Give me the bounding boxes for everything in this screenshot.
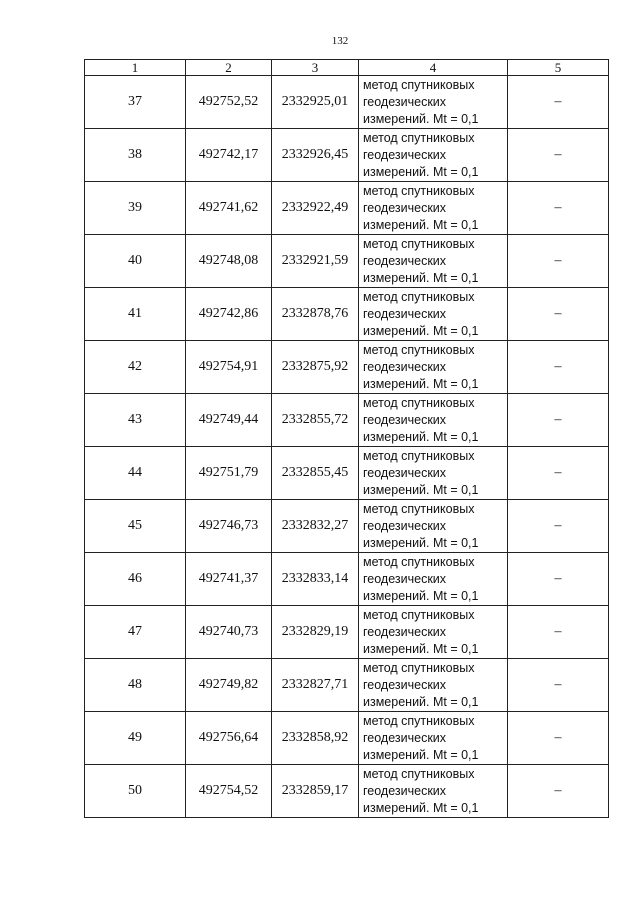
x-coordinate-cell: 492742,86	[186, 288, 272, 341]
method-line: метод спутниковых	[363, 342, 475, 357]
column-5-cell: –	[508, 447, 609, 500]
x-coordinate-cell: 492751,79	[186, 447, 272, 500]
column-5-cell: –	[508, 341, 609, 394]
table-row	[85, 765, 609, 818]
table-row	[85, 288, 609, 341]
y-coordinate-cell: 2332833,14	[272, 553, 359, 606]
point-number-cell: 42	[85, 341, 186, 394]
method-line: измерений. Mt = 0,1	[363, 694, 479, 709]
y-coordinate-cell: 2332859,17	[272, 765, 359, 818]
method-line: измерений. Mt = 0,1	[363, 588, 479, 603]
y-coordinate-cell: 2332875,92	[272, 341, 359, 394]
point-number-cell: 43	[85, 394, 186, 447]
method-cell	[359, 500, 508, 553]
column-5-cell: –	[508, 553, 609, 606]
table-row	[85, 235, 609, 288]
method-cell	[359, 447, 508, 500]
table-row	[85, 341, 609, 394]
point-number-cell: 41	[85, 288, 186, 341]
y-coordinate-cell: 2332922,49	[272, 182, 359, 235]
point-number-cell: 50	[85, 765, 186, 818]
column-5-cell: –	[508, 394, 609, 447]
point-number-cell: 49	[85, 712, 186, 765]
method-cell	[359, 129, 508, 182]
method-line: метод спутниковых	[363, 130, 475, 145]
point-number-cell: 39	[85, 182, 186, 235]
method-line: измерений. Mt = 0,1	[363, 482, 479, 497]
method-line: измерений. Mt = 0,1	[363, 747, 479, 762]
method-line: метод спутниковых	[363, 395, 475, 410]
method-line: геодезических	[363, 730, 447, 745]
point-number-cell: 44	[85, 447, 186, 500]
column-5-cell: –	[508, 288, 609, 341]
x-coordinate-cell: 492754,91	[186, 341, 272, 394]
table-row	[85, 606, 609, 659]
x-coordinate-cell: 492754,52	[186, 765, 272, 818]
method-line: измерений. Mt = 0,1	[363, 641, 479, 656]
method-line: геодезических	[363, 200, 447, 215]
x-coordinate-cell: 492741,37	[186, 553, 272, 606]
y-coordinate-cell: 2332858,92	[272, 712, 359, 765]
method-cell	[359, 288, 508, 341]
method-line: метод спутниковых	[363, 607, 475, 622]
method-cell	[359, 553, 508, 606]
table-row	[85, 76, 609, 129]
point-number-cell: 38	[85, 129, 186, 182]
column-header: 1	[85, 60, 186, 76]
method-line: геодезических	[363, 783, 447, 798]
point-number-cell: 46	[85, 553, 186, 606]
x-coordinate-cell: 492749,44	[186, 394, 272, 447]
column-5-cell: –	[508, 235, 609, 288]
method-line: геодезических	[363, 306, 447, 321]
table-row	[85, 500, 609, 553]
method-line: геодезических	[363, 94, 447, 109]
method-line: геодезических	[363, 571, 447, 586]
y-coordinate-cell: 2332925,01	[272, 76, 359, 129]
method-line: измерений. Mt = 0,1	[363, 376, 479, 391]
method-line: геодезических	[363, 518, 447, 533]
method-cell	[359, 235, 508, 288]
method-line: метод спутниковых	[363, 236, 475, 251]
column-5-cell: –	[508, 182, 609, 235]
y-coordinate-cell: 2332827,71	[272, 659, 359, 712]
column-header: 4	[359, 60, 508, 76]
column-5-cell: –	[508, 659, 609, 712]
method-cell	[359, 659, 508, 712]
column-5-cell: –	[508, 76, 609, 129]
x-coordinate-cell: 492746,73	[186, 500, 272, 553]
page-number: 132	[331, 35, 349, 47]
method-line: геодезических	[363, 624, 447, 639]
y-coordinate-cell: 2332878,76	[272, 288, 359, 341]
y-coordinate-cell: 2332926,45	[272, 129, 359, 182]
method-line: метод спутниковых	[363, 289, 475, 304]
method-line: метод спутниковых	[363, 554, 475, 569]
y-coordinate-cell: 2332832,27	[272, 500, 359, 553]
x-coordinate-cell: 492752,52	[186, 76, 272, 129]
column-5-cell: –	[508, 500, 609, 553]
point-number-cell: 37	[85, 76, 186, 129]
x-coordinate-cell: 492740,73	[186, 606, 272, 659]
method-line: метод спутниковых	[363, 448, 475, 463]
method-line: геодезических	[363, 677, 447, 692]
column-5-cell: –	[508, 129, 609, 182]
table-body	[85, 76, 609, 818]
x-coordinate-cell: 492741,62	[186, 182, 272, 235]
method-cell	[359, 182, 508, 235]
method-line: метод спутниковых	[363, 660, 475, 675]
method-line: метод спутниковых	[363, 501, 475, 516]
column-header: 2	[186, 60, 272, 76]
method-line: геодезических	[363, 465, 447, 480]
method-line: измерений. Mt = 0,1	[363, 800, 479, 815]
method-cell	[359, 394, 508, 447]
method-line: геодезических	[363, 359, 447, 374]
column-5-cell: –	[508, 606, 609, 659]
table-row	[85, 182, 609, 235]
method-line: измерений. Mt = 0,1	[363, 429, 479, 444]
table-row	[85, 712, 609, 765]
method-line: метод спутниковых	[363, 713, 475, 728]
method-line: геодезических	[363, 412, 447, 427]
method-cell	[359, 341, 508, 394]
x-coordinate-cell: 492749,82	[186, 659, 272, 712]
column-header: 5	[508, 60, 609, 76]
y-coordinate-cell: 2332921,59	[272, 235, 359, 288]
method-line: геодезических	[363, 147, 447, 162]
method-line: метод спутниковых	[363, 77, 475, 92]
method-line: измерений. Mt = 0,1	[363, 270, 479, 285]
y-coordinate-cell: 2332855,72	[272, 394, 359, 447]
point-number-cell: 40	[85, 235, 186, 288]
point-number-cell: 47	[85, 606, 186, 659]
method-line: измерений. Mt = 0,1	[363, 323, 479, 338]
method-line: метод спутниковых	[363, 183, 475, 198]
column-5-cell: –	[508, 712, 609, 765]
x-coordinate-cell: 492742,17	[186, 129, 272, 182]
method-line: геодезических	[363, 253, 447, 268]
table-row	[85, 553, 609, 606]
method-line: измерений. Mt = 0,1	[363, 217, 479, 232]
column-header: 3	[272, 60, 359, 76]
table-header-row	[85, 60, 609, 76]
table-row	[85, 129, 609, 182]
method-cell	[359, 606, 508, 659]
point-number-cell: 45	[85, 500, 186, 553]
table-row	[85, 659, 609, 712]
coordinates-table	[84, 59, 609, 818]
method-line: измерений. Mt = 0,1	[363, 164, 479, 179]
x-coordinate-cell: 492748,08	[186, 235, 272, 288]
table-row	[85, 447, 609, 500]
column-5-cell: –	[508, 765, 609, 818]
method-cell	[359, 76, 508, 129]
method-cell	[359, 765, 508, 818]
method-line: измерений. Mt = 0,1	[363, 535, 479, 550]
x-coordinate-cell: 492756,64	[186, 712, 272, 765]
y-coordinate-cell: 2332829,19	[272, 606, 359, 659]
method-line: измерений. Mt = 0,1	[363, 111, 479, 126]
method-cell	[359, 712, 508, 765]
method-line: метод спутниковых	[363, 766, 475, 781]
table-row	[85, 394, 609, 447]
y-coordinate-cell: 2332855,45	[272, 447, 359, 500]
point-number-cell: 48	[85, 659, 186, 712]
